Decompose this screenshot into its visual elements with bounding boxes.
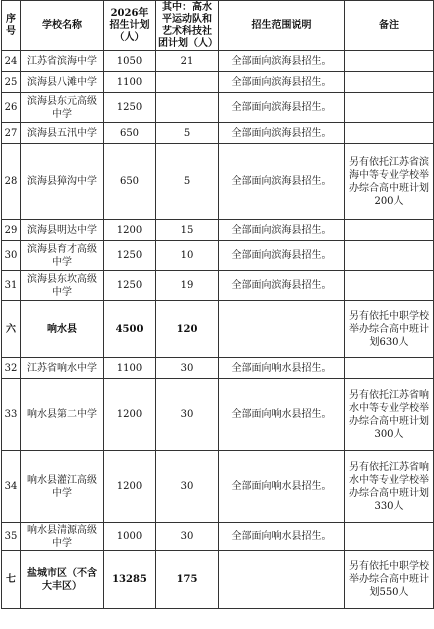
cell-plan: 13285 — [104, 551, 156, 609]
cell-seq: 25 — [2, 72, 21, 93]
cell-scope: 全部面向响水县招生。 — [219, 379, 345, 451]
cell-school: 滨海县东坎高级中学 — [21, 271, 104, 301]
header-special: 其中：高水平运动队和艺术科技社团计划（人） — [156, 1, 219, 51]
cell-scope: 全部面向响水县招生。 — [219, 451, 345, 523]
cell-seq: 28 — [2, 144, 21, 220]
cell-school: 滨海县五汛中学 — [21, 123, 104, 144]
cell-scope: 全部面向滨海县招生。 — [219, 93, 345, 123]
header-school: 学校名称 — [21, 1, 104, 51]
cell-seq: 七 — [2, 551, 21, 609]
cell-note — [345, 271, 434, 301]
cell-special: 30 — [156, 379, 219, 451]
cell-plan: 1250 — [104, 271, 156, 301]
cell-school: 滨海县獐沟中学 — [21, 144, 104, 220]
cell-plan: 1250 — [104, 241, 156, 271]
cell-note — [345, 241, 434, 271]
cell-note — [345, 220, 434, 241]
cell-plan: 1200 — [104, 220, 156, 241]
cell-special: 10 — [156, 241, 219, 271]
cell-note: 另有依托江苏省滨海中等专业学校举办综合高中班计划200人 — [345, 144, 434, 220]
cell-note: 另有依托江苏省响水中等专业学校举办综合高中班计划300人 — [345, 379, 434, 451]
cell-special: 5 — [156, 123, 219, 144]
cell-school: 响水县清源高级中学 — [21, 523, 104, 551]
enrollment-plan-table — [1, 0, 434, 609]
cell-note — [345, 123, 434, 144]
cell-school: 滨海县东元高级中学 — [21, 93, 104, 123]
table-row — [2, 241, 434, 271]
cell-school: 江苏省滨海中学 — [21, 51, 104, 72]
cell-seq: 35 — [2, 523, 21, 551]
cell-special: 30 — [156, 358, 219, 379]
cell-plan: 650 — [104, 144, 156, 220]
cell-school: 响水县第二中学 — [21, 379, 104, 451]
cell-note — [345, 93, 434, 123]
table-row — [2, 451, 434, 523]
header-seq: 序号 — [2, 1, 21, 51]
cell-plan: 1050 — [104, 51, 156, 72]
cell-note — [345, 523, 434, 551]
cell-note — [345, 72, 434, 93]
cell-seq: 29 — [2, 220, 21, 241]
cell-special: 5 — [156, 144, 219, 220]
table-row — [2, 220, 434, 241]
cell-note: 另有依托江苏省响水中等专业学校举办综合高中班计划330人 — [345, 451, 434, 523]
cell-scope: 全部面向响水县招生。 — [219, 523, 345, 551]
cell-plan: 1100 — [104, 72, 156, 93]
cell-special: 30 — [156, 451, 219, 523]
cell-scope: 全部面向滨海县招生。 — [219, 241, 345, 271]
cell-note: 另有依托中职学校举办综合高中班计划630人 — [345, 301, 434, 358]
cell-scope: 全部面向滨海县招生。 — [219, 271, 345, 301]
cell-seq: 31 — [2, 271, 21, 301]
city-subtotal-row — [2, 551, 434, 609]
cell-scope: 全部面向滨海县招生。 — [219, 144, 345, 220]
cell-seq: 六 — [2, 301, 21, 358]
cell-seq: 32 — [2, 358, 21, 379]
cell-scope: 全部面向滨海县招生。 — [219, 123, 345, 144]
table-row — [2, 51, 434, 72]
cell-special — [156, 72, 219, 93]
table-row — [2, 379, 434, 451]
county-subtotal-row — [2, 301, 434, 358]
table-row — [2, 144, 434, 220]
cell-school: 江苏省响水中学 — [21, 358, 104, 379]
cell-plan: 1250 — [104, 93, 156, 123]
cell-special: 120 — [156, 301, 219, 358]
cell-plan: 1000 — [104, 523, 156, 551]
cell-seq: 24 — [2, 51, 21, 72]
cell-seq: 30 — [2, 241, 21, 271]
table-row — [2, 123, 434, 144]
table-row — [2, 271, 434, 301]
cell-plan: 1100 — [104, 358, 156, 379]
cell-school: 滨海县明达中学 — [21, 220, 104, 241]
cell-seq: 33 — [2, 379, 21, 451]
cell-note — [345, 51, 434, 72]
cell-seq: 26 — [2, 93, 21, 123]
cell-scope — [219, 551, 345, 609]
header-scope: 招生范围说明 — [219, 1, 345, 51]
cell-school: 盐城市区（不含大丰区） — [21, 551, 104, 609]
cell-school: 滨海县八滩中学 — [21, 72, 104, 93]
cell-scope — [219, 301, 345, 358]
cell-scope: 全部面向响水县招生。 — [219, 358, 345, 379]
cell-scope: 全部面向滨海县招生。 — [219, 72, 345, 93]
cell-note — [345, 358, 434, 379]
cell-special: 30 — [156, 523, 219, 551]
table-row — [2, 93, 434, 123]
cell-seq: 34 — [2, 451, 21, 523]
cell-school: 滨海县育才高级中学 — [21, 241, 104, 271]
cell-scope: 全部面向滨海县招生。 — [219, 51, 345, 72]
cell-special: 21 — [156, 51, 219, 72]
cell-note: 另有依托中职学校举办综合高中班计划550人 — [345, 551, 434, 609]
cell-school: 响水县 — [21, 301, 104, 358]
cell-special — [156, 93, 219, 123]
cell-special: 19 — [156, 271, 219, 301]
cell-special: 15 — [156, 220, 219, 241]
cell-seq: 27 — [2, 123, 21, 144]
cell-plan: 1200 — [104, 379, 156, 451]
table-row — [2, 523, 434, 551]
cell-plan: 1200 — [104, 451, 156, 523]
table-row — [2, 358, 434, 379]
header-plan: 2026年招生计划（人） — [104, 1, 156, 51]
cell-plan: 4500 — [104, 301, 156, 358]
table-row — [2, 72, 434, 93]
cell-special: 175 — [156, 551, 219, 609]
header-note: 备注 — [345, 1, 434, 51]
cell-scope: 全部面向滨海县招生。 — [219, 220, 345, 241]
cell-school: 响水县灌江高级中学 — [21, 451, 104, 523]
cell-plan: 650 — [104, 123, 156, 144]
header-row — [2, 1, 434, 51]
